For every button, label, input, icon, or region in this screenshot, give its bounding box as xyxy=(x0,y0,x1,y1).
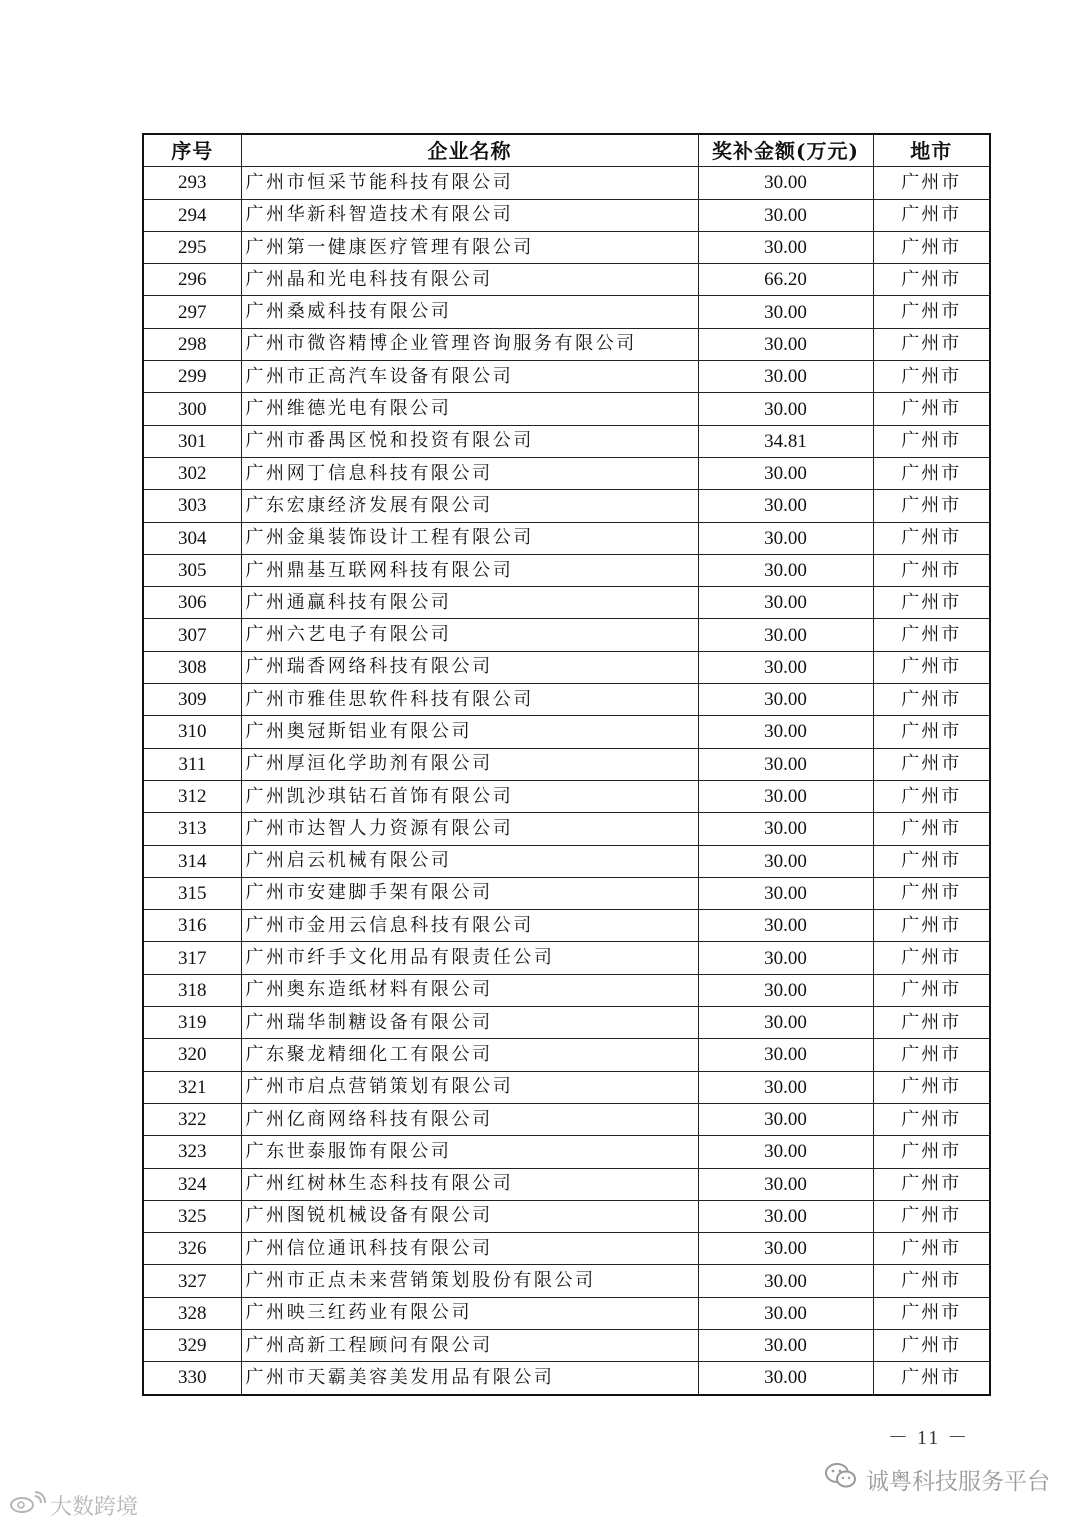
row-company-name: 广州市安建脚手架有限公司 xyxy=(241,877,698,909)
row-city: 广州市 xyxy=(873,1039,990,1071)
row-company-name: 广州市微咨精博企业管理咨询服务有限公司 xyxy=(241,328,698,360)
row-company-name: 广州瑞华制糖设备有限公司 xyxy=(241,1007,698,1039)
row-city: 广州市 xyxy=(873,684,990,716)
row-city: 广州市 xyxy=(873,845,990,877)
row-city: 广州市 xyxy=(873,748,990,780)
table-row xyxy=(143,167,990,199)
row-company-name: 广州市金用云信息科技有限公司 xyxy=(241,910,698,942)
row-subsidy-amount: 30.00 xyxy=(698,361,873,393)
row-serial-number: 329 xyxy=(143,1329,241,1361)
row-city: 广州市 xyxy=(873,942,990,974)
row-city: 广州市 xyxy=(873,1071,990,1103)
row-city: 广州市 xyxy=(873,1103,990,1135)
row-serial-number: 296 xyxy=(143,264,241,296)
row-subsidy-amount: 30.00 xyxy=(698,1265,873,1297)
row-subsidy-amount: 30.00 xyxy=(698,780,873,812)
wechat-watermark xyxy=(824,1462,1050,1496)
page-number: － 11 － xyxy=(888,1427,970,1449)
table-row xyxy=(143,231,990,263)
row-company-name: 广州鼎基互联网科技有限公司 xyxy=(241,554,698,586)
row-subsidy-amount: 34.81 xyxy=(698,425,873,457)
row-company-name: 广州奥冠斯铝业有限公司 xyxy=(241,716,698,748)
row-serial-number: 309 xyxy=(143,684,241,716)
table-row xyxy=(143,1136,990,1168)
table-row xyxy=(143,1071,990,1103)
table-row xyxy=(143,651,990,683)
row-company-name: 广州桑威科技有限公司 xyxy=(241,296,698,328)
row-city: 广州市 xyxy=(873,1007,990,1039)
row-company-name: 广州映三红药业有限公司 xyxy=(241,1297,698,1329)
row-subsidy-amount: 30.00 xyxy=(698,748,873,780)
row-subsidy-amount: 30.00 xyxy=(698,296,873,328)
row-subsidy-amount: 30.00 xyxy=(698,1168,873,1200)
row-city: 广州市 xyxy=(873,1233,990,1265)
row-subsidy-amount: 30.00 xyxy=(698,1103,873,1135)
row-subsidy-amount: 30.00 xyxy=(698,393,873,425)
row-serial-number: 314 xyxy=(143,845,241,877)
row-serial-number: 325 xyxy=(143,1200,241,1232)
row-subsidy-amount: 30.00 xyxy=(698,167,873,199)
header-serial-number: 序号 xyxy=(143,134,241,167)
table-row xyxy=(143,974,990,1006)
wechat-watermark-text: 诚粤科技服务平台 xyxy=(866,1468,1050,1495)
row-company-name: 广州亿商网络科技有限公司 xyxy=(241,1103,698,1135)
table-row xyxy=(143,1168,990,1200)
row-city: 广州市 xyxy=(873,393,990,425)
row-serial-number: 307 xyxy=(143,619,241,651)
row-company-name: 广州市达智人力资源有限公司 xyxy=(241,813,698,845)
row-city: 广州市 xyxy=(873,457,990,489)
row-company-name: 广州红树林生态科技有限公司 xyxy=(241,1168,698,1200)
row-serial-number: 304 xyxy=(143,522,241,554)
row-subsidy-amount: 30.00 xyxy=(698,813,873,845)
row-city: 广州市 xyxy=(873,264,990,296)
table-row xyxy=(143,199,990,231)
row-company-name: 广州凯沙琪钻石首饰有限公司 xyxy=(241,780,698,812)
row-serial-number: 330 xyxy=(143,1362,241,1395)
row-subsidy-amount: 30.00 xyxy=(698,1039,873,1071)
table-row xyxy=(143,361,990,393)
header-city: 地市 xyxy=(873,134,990,167)
row-company-name: 广州厚洹化学助剂有限公司 xyxy=(241,748,698,780)
row-company-name: 广州图锐机械设备有限公司 xyxy=(241,1200,698,1232)
subsidy-table xyxy=(142,133,991,1396)
table-row xyxy=(143,1200,990,1232)
table-row xyxy=(143,457,990,489)
row-city: 广州市 xyxy=(873,877,990,909)
table-row xyxy=(143,393,990,425)
row-city: 广州市 xyxy=(873,328,990,360)
row-company-name: 广州通赢科技有限公司 xyxy=(241,587,698,619)
row-city: 广州市 xyxy=(873,587,990,619)
table-row xyxy=(143,1233,990,1265)
row-serial-number: 303 xyxy=(143,490,241,522)
table-row xyxy=(143,328,990,360)
row-serial-number: 313 xyxy=(143,813,241,845)
weibo-icon xyxy=(8,1491,46,1521)
row-subsidy-amount: 66.20 xyxy=(698,264,873,296)
table-row xyxy=(143,1039,990,1071)
row-serial-number: 300 xyxy=(143,393,241,425)
row-company-name: 广州启云机械有限公司 xyxy=(241,845,698,877)
row-city: 广州市 xyxy=(873,522,990,554)
row-city: 广州市 xyxy=(873,974,990,1006)
row-city: 广州市 xyxy=(873,1362,990,1395)
table-row xyxy=(143,684,990,716)
wechat-icon xyxy=(824,1462,858,1496)
table-row xyxy=(143,425,990,457)
row-serial-number: 312 xyxy=(143,780,241,812)
row-serial-number: 328 xyxy=(143,1297,241,1329)
row-subsidy-amount: 30.00 xyxy=(698,974,873,1006)
row-company-name: 广州网丁信息科技有限公司 xyxy=(241,457,698,489)
row-city: 广州市 xyxy=(873,910,990,942)
table-row xyxy=(143,748,990,780)
row-subsidy-amount: 30.00 xyxy=(698,684,873,716)
table-row xyxy=(143,910,990,942)
table-row xyxy=(143,1362,990,1395)
row-serial-number: 327 xyxy=(143,1265,241,1297)
row-company-name: 广州市纤手文化用品有限责任公司 xyxy=(241,942,698,974)
table-row xyxy=(143,845,990,877)
row-company-name: 广州华新科智造技术有限公司 xyxy=(241,199,698,231)
row-subsidy-amount: 30.00 xyxy=(698,1200,873,1232)
row-company-name: 广州市天霸美容美发用品有限公司 xyxy=(241,1362,698,1395)
table-row xyxy=(143,1297,990,1329)
table-row xyxy=(143,1265,990,1297)
row-subsidy-amount: 30.00 xyxy=(698,554,873,586)
row-city: 广州市 xyxy=(873,167,990,199)
row-serial-number: 297 xyxy=(143,296,241,328)
table-row xyxy=(143,716,990,748)
row-subsidy-amount: 30.00 xyxy=(698,942,873,974)
row-subsidy-amount: 30.00 xyxy=(698,619,873,651)
row-subsidy-amount: 30.00 xyxy=(698,1362,873,1395)
row-company-name: 广州瑞香网络科技有限公司 xyxy=(241,651,698,683)
row-city: 广州市 xyxy=(873,619,990,651)
row-serial-number: 306 xyxy=(143,587,241,619)
row-serial-number: 324 xyxy=(143,1168,241,1200)
row-serial-number: 310 xyxy=(143,716,241,748)
row-serial-number: 299 xyxy=(143,361,241,393)
table-header-row xyxy=(143,134,990,167)
row-serial-number: 293 xyxy=(143,167,241,199)
row-city: 广州市 xyxy=(873,813,990,845)
row-subsidy-amount: 30.00 xyxy=(698,1007,873,1039)
row-city: 广州市 xyxy=(873,1297,990,1329)
table-row xyxy=(143,942,990,974)
row-city: 广州市 xyxy=(873,1329,990,1361)
row-subsidy-amount: 30.00 xyxy=(698,845,873,877)
row-serial-number: 302 xyxy=(143,457,241,489)
row-serial-number: 315 xyxy=(143,877,241,909)
row-serial-number: 301 xyxy=(143,425,241,457)
row-company-name: 广州第一健康医疗管理有限公司 xyxy=(241,231,698,263)
row-city: 广州市 xyxy=(873,1136,990,1168)
row-city: 广州市 xyxy=(873,651,990,683)
row-subsidy-amount: 30.00 xyxy=(698,587,873,619)
row-serial-number: 305 xyxy=(143,554,241,586)
row-serial-number: 323 xyxy=(143,1136,241,1168)
row-company-name: 广州高新工程顾问有限公司 xyxy=(241,1329,698,1361)
row-company-name: 广州晶和光电科技有限公司 xyxy=(241,264,698,296)
row-company-name: 广州市正点未来营销策划股份有限公司 xyxy=(241,1265,698,1297)
table-row xyxy=(143,877,990,909)
row-serial-number: 320 xyxy=(143,1039,241,1071)
table-row xyxy=(143,587,990,619)
row-company-name: 广州奥东造纸材料有限公司 xyxy=(241,974,698,1006)
row-company-name: 广州维德光电有限公司 xyxy=(241,393,698,425)
row-company-name: 广东世泰服饰有限公司 xyxy=(241,1136,698,1168)
row-serial-number: 294 xyxy=(143,199,241,231)
row-subsidy-amount: 30.00 xyxy=(698,910,873,942)
row-serial-number: 319 xyxy=(143,1007,241,1039)
weibo-watermark-text: 大数跨境 xyxy=(50,1495,139,1520)
row-serial-number: 326 xyxy=(143,1233,241,1265)
row-company-name: 广州市恒采节能科技有限公司 xyxy=(241,167,698,199)
row-city: 广州市 xyxy=(873,1200,990,1232)
row-subsidy-amount: 30.00 xyxy=(698,1233,873,1265)
row-company-name: 广州市雅佳思软件科技有限公司 xyxy=(241,684,698,716)
row-subsidy-amount: 30.00 xyxy=(698,457,873,489)
row-serial-number: 318 xyxy=(143,974,241,1006)
row-subsidy-amount: 30.00 xyxy=(698,1136,873,1168)
row-city: 广州市 xyxy=(873,361,990,393)
row-subsidy-amount: 30.00 xyxy=(698,1329,873,1361)
row-subsidy-amount: 30.00 xyxy=(698,522,873,554)
row-company-name: 广东聚龙精细化工有限公司 xyxy=(241,1039,698,1071)
table-row xyxy=(143,813,990,845)
row-subsidy-amount: 30.00 xyxy=(698,231,873,263)
row-serial-number: 295 xyxy=(143,231,241,263)
header-company-name: 企业名称 xyxy=(241,134,698,167)
row-subsidy-amount: 30.00 xyxy=(698,877,873,909)
row-serial-number: 322 xyxy=(143,1103,241,1135)
table-row xyxy=(143,619,990,651)
row-subsidy-amount: 30.00 xyxy=(698,651,873,683)
row-city: 广州市 xyxy=(873,716,990,748)
table-row xyxy=(143,1007,990,1039)
table-row xyxy=(143,264,990,296)
table-row xyxy=(143,780,990,812)
row-subsidy-amount: 30.00 xyxy=(698,716,873,748)
row-subsidy-amount: 30.00 xyxy=(698,1071,873,1103)
table-row xyxy=(143,490,990,522)
table-body xyxy=(143,167,990,1395)
table-row xyxy=(143,1329,990,1361)
row-city: 广州市 xyxy=(873,296,990,328)
row-serial-number: 317 xyxy=(143,942,241,974)
row-city: 广州市 xyxy=(873,490,990,522)
row-city: 广州市 xyxy=(873,425,990,457)
header-subsidy-amount: 奖补金额(万元) xyxy=(698,134,873,167)
row-city: 广州市 xyxy=(873,1168,990,1200)
row-company-name: 广州市番禺区悦和投资有限公司 xyxy=(241,425,698,457)
row-city: 广州市 xyxy=(873,199,990,231)
row-company-name: 广东宏康经济发展有限公司 xyxy=(241,490,698,522)
row-subsidy-amount: 30.00 xyxy=(698,1297,873,1329)
table-row xyxy=(143,1103,990,1135)
table-row xyxy=(143,522,990,554)
subsidy-table-container xyxy=(142,133,989,1396)
row-serial-number: 321 xyxy=(143,1071,241,1103)
row-company-name: 广州市启点营销策划有限公司 xyxy=(241,1071,698,1103)
row-subsidy-amount: 30.00 xyxy=(698,199,873,231)
weibo-watermark xyxy=(8,1490,138,1521)
row-serial-number: 298 xyxy=(143,328,241,360)
row-city: 广州市 xyxy=(873,554,990,586)
row-company-name: 广州六艺电子有限公司 xyxy=(241,619,698,651)
row-serial-number: 311 xyxy=(143,748,241,780)
row-company-name: 广州信位通讯科技有限公司 xyxy=(241,1233,698,1265)
table-row xyxy=(143,296,990,328)
row-subsidy-amount: 30.00 xyxy=(698,490,873,522)
row-serial-number: 308 xyxy=(143,651,241,683)
row-city: 广州市 xyxy=(873,780,990,812)
row-serial-number: 316 xyxy=(143,910,241,942)
row-city: 广州市 xyxy=(873,231,990,263)
row-company-name: 广州市正高汽车设备有限公司 xyxy=(241,361,698,393)
row-city: 广州市 xyxy=(873,1265,990,1297)
row-subsidy-amount: 30.00 xyxy=(698,328,873,360)
table-row xyxy=(143,554,990,586)
row-company-name: 广州金巢装饰设计工程有限公司 xyxy=(241,522,698,554)
